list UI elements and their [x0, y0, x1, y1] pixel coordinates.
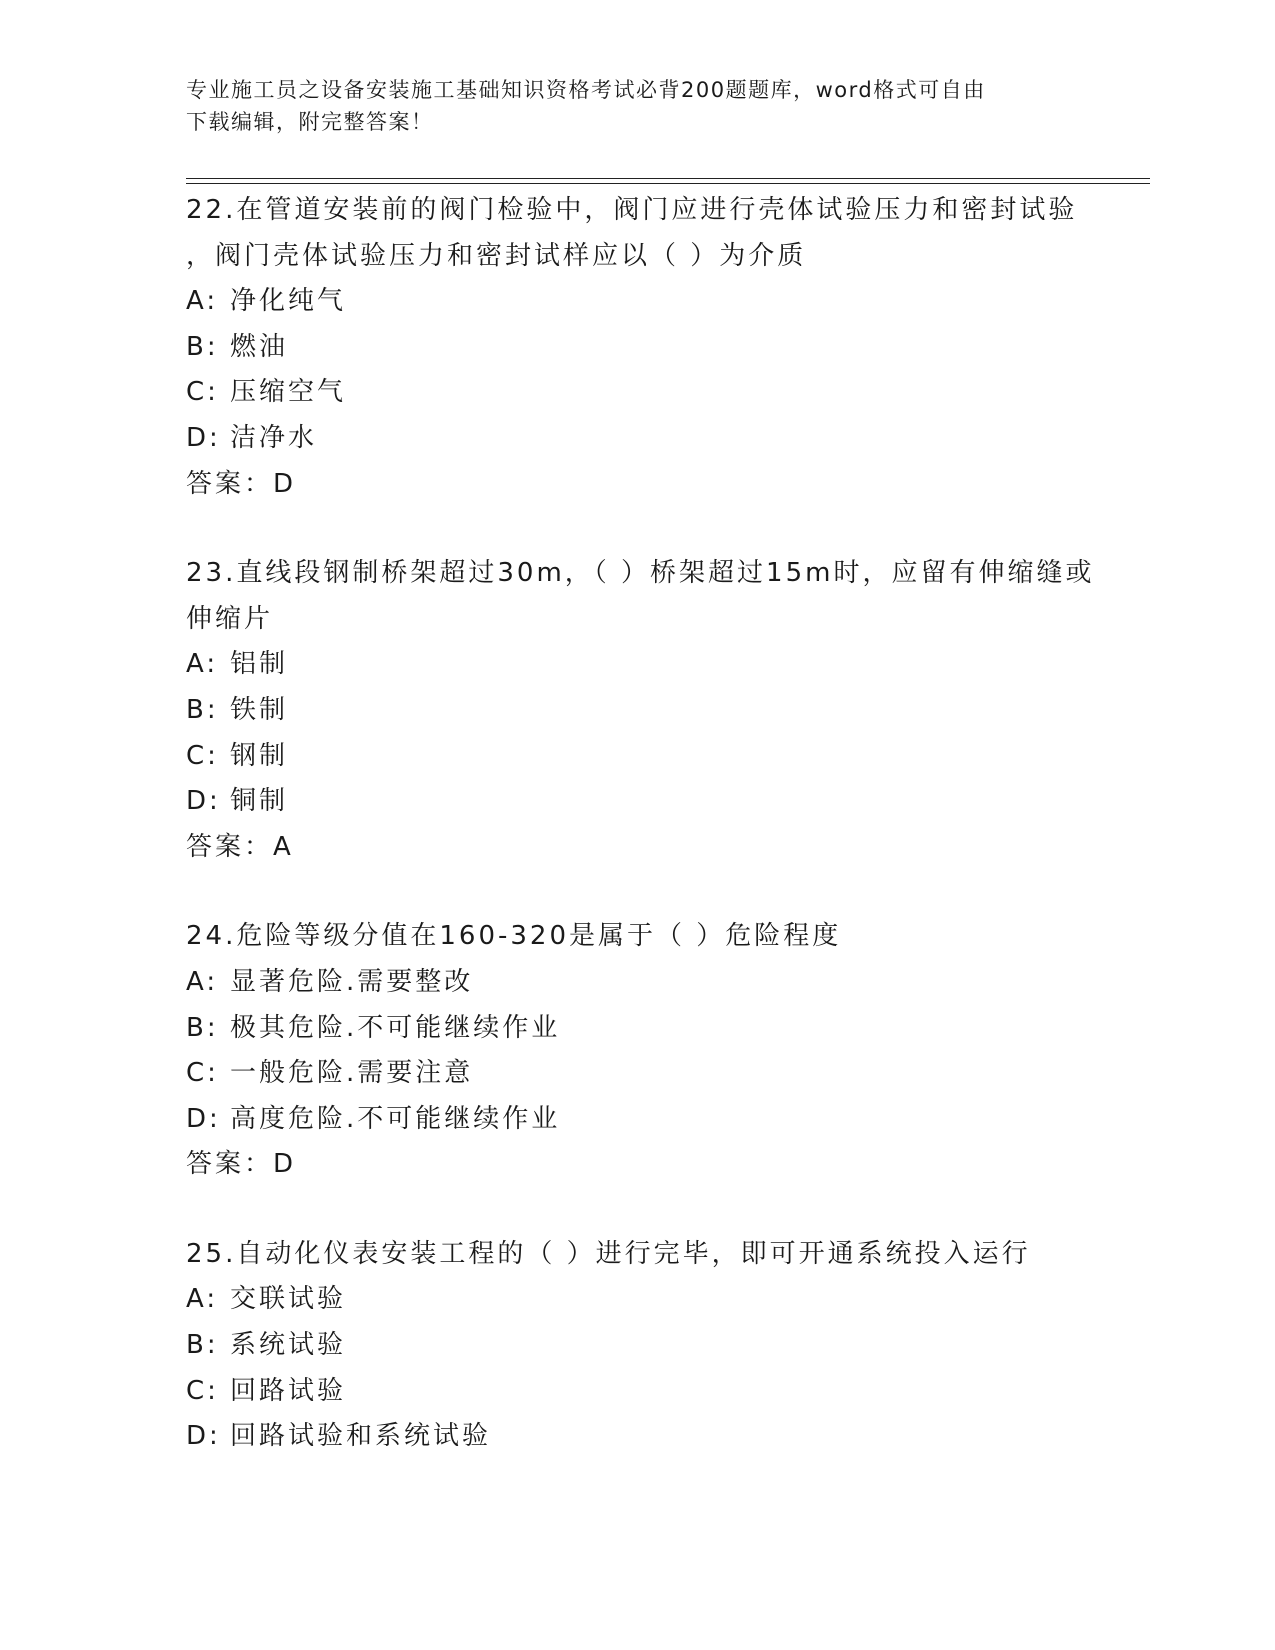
- option-b: [186, 1006, 1086, 1052]
- option-letter: D:: [186, 422, 221, 453]
- question-24: [186, 914, 1086, 1188]
- question-number: 25.: [186, 1238, 237, 1269]
- question-text-line-2: 伸缩片: [186, 603, 274, 634]
- question-number: 22.: [186, 195, 237, 225]
- question-number: 23.: [186, 558, 237, 589]
- header-line-1: 专业施工员之设备安装施工基础知识资格考试必背200题题库，word格式可自由: [186, 78, 986, 102]
- option-text: 回路试验和系统试验: [230, 1421, 492, 1452]
- option-text: 一般危险.需要注意: [230, 1058, 474, 1089]
- question-25: [186, 1232, 1086, 1460]
- option-text: 钢制: [230, 740, 289, 771]
- option-text: 洁净水: [230, 422, 318, 453]
- header-divider-top: [186, 178, 1150, 179]
- option-d: [186, 779, 1086, 825]
- option-text: 极其危险.不可能继续作业: [230, 1012, 561, 1043]
- option-d: [186, 1097, 1086, 1143]
- option-letter: D:: [186, 786, 221, 817]
- question-23: [186, 551, 1095, 870]
- option-letter: A:: [186, 286, 219, 317]
- option-text: 高度危险.不可能继续作业: [230, 1103, 561, 1134]
- option-c: [186, 1369, 1086, 1415]
- option-d: [186, 416, 1086, 462]
- answer: 答案：D: [186, 1149, 297, 1180]
- option-text: 压缩空气: [230, 377, 347, 408]
- option-a: [186, 960, 1086, 1006]
- option-letter: D:: [186, 1421, 221, 1452]
- option-letter: A:: [186, 966, 219, 997]
- option-b: [186, 1323, 1086, 1369]
- option-text: 交联试验: [230, 1284, 347, 1315]
- option-letter: B:: [186, 1330, 219, 1361]
- option-text: 系统试验: [230, 1330, 347, 1361]
- option-letter: A:: [186, 1284, 219, 1315]
- option-letter: B:: [186, 694, 219, 725]
- option-text: 显著危险.需要整改: [230, 966, 474, 997]
- option-letter: C:: [186, 1058, 219, 1089]
- question-number: 24.: [186, 921, 237, 952]
- question-text-line-1: 自动化仪表安装工程的（ ）进行完毕，即可开通系统投入运行: [236, 1238, 1031, 1269]
- answer: 答案：D: [186, 468, 297, 499]
- document-header: [186, 74, 1086, 138]
- header-divider-bottom: [186, 183, 1150, 184]
- option-b: [186, 325, 1086, 371]
- option-a: [186, 279, 1086, 325]
- option-letter: C:: [186, 1375, 219, 1406]
- option-a: [186, 1277, 1086, 1323]
- question-text-line-1: 危险等级分值在160-320是属于（ ）危险程度: [236, 921, 842, 952]
- option-text: 铁制: [230, 694, 289, 725]
- answer: 答案：A: [186, 831, 294, 862]
- option-letter: B:: [186, 1012, 219, 1043]
- question-text-line-2: ，阀门壳体试验压力和密封试样应以（ ）为介质: [186, 240, 807, 271]
- option-letter: D:: [186, 1103, 221, 1134]
- option-text: 铝制: [230, 649, 289, 680]
- header-line-2: 下载编辑，附完整答案！: [186, 110, 434, 134]
- option-c: [186, 370, 1086, 416]
- option-d: [186, 1414, 1086, 1460]
- option-text: 铜制: [230, 786, 289, 817]
- option-text: 净化纯气: [230, 286, 347, 317]
- option-letter: C:: [186, 377, 219, 408]
- option-text: 燃油: [230, 331, 289, 362]
- question-22: [186, 188, 1086, 507]
- question-list: [186, 188, 1095, 1504]
- question-text-line-1: 在管道安装前的阀门检验中，阀门应进行壳体试验压力和密封试验: [236, 195, 1078, 225]
- option-text: 回路试验: [230, 1375, 347, 1406]
- question-text-line-1: 直线段钢制桥架超过30m，（ ）桥架超过15m时，应留有伸缩缝或: [236, 558, 1095, 589]
- option-a: [186, 642, 1086, 688]
- option-letter: B:: [186, 331, 219, 362]
- option-letter: A:: [186, 649, 219, 680]
- option-c: [186, 734, 1086, 780]
- option-b: [186, 688, 1086, 734]
- option-letter: C:: [186, 740, 219, 771]
- option-c: [186, 1051, 1086, 1097]
